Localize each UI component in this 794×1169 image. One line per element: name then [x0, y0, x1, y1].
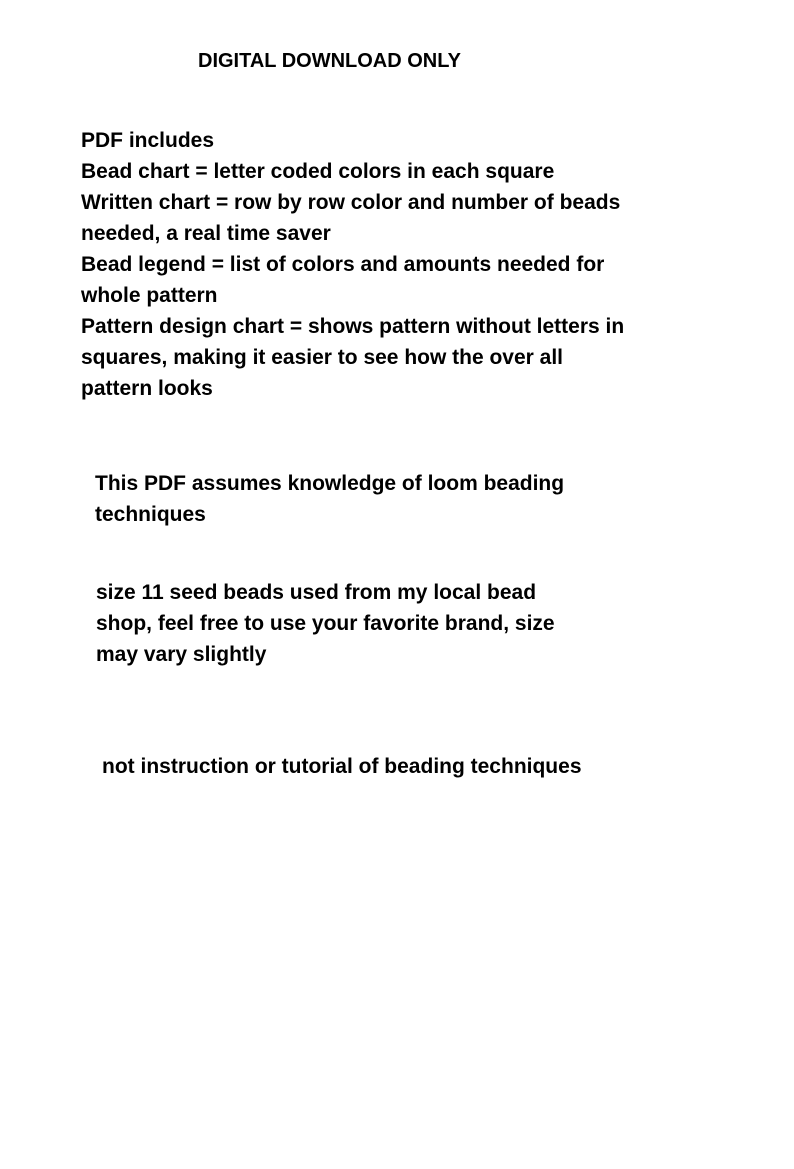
includes-line: squares, making it easier to see how the over all [81, 346, 564, 369]
includes-line: Bead legend = list of colors and amounts needed for [81, 253, 605, 276]
bead-size-note [96, 577, 555, 670]
includes-line: Bead chart = letter coded colors in each square [81, 160, 555, 183]
page-title: DIGITAL DOWNLOAD ONLY [198, 50, 461, 72]
includes-line: Written chart = row by row color and number of beads [81, 191, 621, 214]
includes-line: needed, a real time saver [81, 222, 331, 245]
includes-line: pattern looks [81, 377, 213, 400]
knowledge-note-line: techniques [95, 503, 206, 526]
includes-line: PDF includes [81, 129, 215, 152]
bead-size-note-line: size 11 seed beads used from my local bead [96, 581, 537, 604]
disclaimer-note: not instruction or tutorial of beading techniques [102, 755, 582, 778]
pdf-includes-list [81, 125, 624, 404]
includes-line: Pattern design chart = shows pattern without letters in [81, 315, 625, 338]
includes-line: whole pattern [81, 284, 218, 307]
knowledge-note-line: This PDF assumes knowledge of loom beading [95, 472, 565, 495]
knowledge-note [95, 468, 564, 530]
bead-size-note-line: shop, feel free to use your favorite brand, size [96, 612, 555, 635]
bead-size-note-line: may vary slightly [96, 643, 267, 666]
